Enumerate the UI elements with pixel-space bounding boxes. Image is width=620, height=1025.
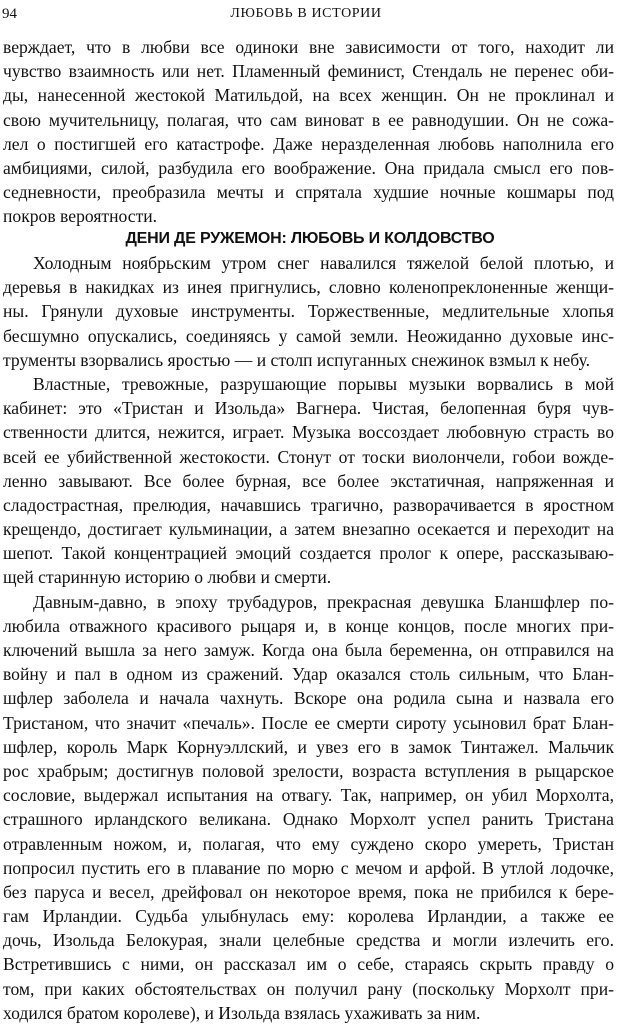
text-line: сладострастная, прелюдия, начавшись трагично, разворачивается в яростном: [3, 494, 614, 515]
section-body: [3, 251, 614, 1025]
text-line: шфлер, король Марк Корнуэллский, и увез его в замок Тинтажел. Мальчик: [3, 736, 614, 757]
text-line: том, при каких обстоятельствах он получил рану (поскольку Морхолт при-: [3, 978, 614, 999]
text-line: дочь, Изольда Белокурая, знали целебные средства и могли излечить его.: [3, 930, 614, 951]
text-line: Давным-давно, в эпоху трубадуров, прекрасная девушка Бланшфлер по-: [33, 591, 614, 612]
running-head: [2, 4, 610, 24]
text-line: верждает, что в любви все одиноки вне зависимости от того, находит ли: [3, 37, 614, 57]
text-line: лел о постигшей его катастрофе. Даже неразделенная любовь наполнила его: [3, 133, 614, 154]
text-line: щей старинную историю о любви и смерти.: [3, 567, 332, 588]
text-line: чувство взаимность или нет. Пламенный феминист, Стендаль не перенес оби-: [3, 61, 614, 82]
continued-paragraph: [3, 35, 614, 229]
text-line: седневности, преобразила мечты и спрятала худшие ночные кошмары под: [3, 182, 614, 203]
text-line: крещендо, достигает кульминации, а затем внезапно осекается и переходит на: [3, 519, 614, 540]
text-line: ды, нанесенной жестокой Матильдой, на всех женщин. Он не проклинал и: [3, 85, 614, 106]
text-line: Холодным ноябрьским утром снег навалился тяжелой белой плотью, и: [33, 253, 614, 273]
text-line: страшного ирландского великана. Однако Морхолт успел ранить Тристана: [3, 809, 614, 830]
text-line: ственности длится, нежится, играет. Музыка воссоздает любовную страсть во: [3, 422, 614, 443]
text-line: ны. Грянули духовые инструменты. Торжественные, медлительные хлопья: [3, 301, 614, 322]
text-line: шепот. Такой концентрацией эмоций создается пролог к опере, рассказываю-: [3, 543, 614, 564]
text-line: шфлер заболела и начала чахнуть. Вскоре она родила сына и назвала его: [3, 688, 614, 709]
text-line: ключений вышла за него замуж. Когда она была беременна, он отправился на: [3, 640, 614, 660]
text-line: Тристаном, что значит «печаль». После ее смерти сироту усыновил брат Блан-: [3, 712, 614, 733]
text-line: свою мучительницу, полагая, что сам виноват в ее равнодушии. Он не сожа-: [3, 109, 614, 130]
text-line: всей ее убийственной жестокости. Стонут от тоски виолончели, гобои вожде-: [3, 446, 614, 467]
running-title: ЛЮБОВЬ В ИСТОРИИ: [230, 6, 382, 21]
text-line: ходился братом королеве), и Изольда взялась ухаживать за ним.: [3, 1002, 481, 1023]
text-line: бесшумно опускались, соединяясь у самой земли. Неожиданно духовые инс-: [3, 325, 614, 346]
text-line: ленно завывают. Все более бурная, все более экстатичная, напряженная и: [3, 470, 614, 491]
text-line: без паруса и весел, дрейфовал он некоторое время, пока не прибился к бере-: [3, 881, 614, 902]
text-line: любила отважного красивого рыцаря и, в конце концов, после многих при-: [3, 615, 614, 636]
text-line: рос храбрым; достигнув половой зрелости, возраста вступления в рыцарское: [3, 760, 614, 781]
text-line: кабинет: это «Тристан и Изольда» Вагнера. Чистая, белопенная буря чув-: [3, 398, 614, 419]
page-number: 94: [2, 6, 17, 22]
text-line: гам Ирландии. Судьба улыбнулась ему: королева Ирландии, а также ее: [3, 906, 614, 927]
section-heading: ДЕНИ ДЕ РУЖЕМОН: ЛЮБОВЬ И КОЛДОВСТВО: [125, 230, 495, 247]
text-line: попросил пустить его в плавание по морю с мечом и арфой. В утлой лодочке,: [3, 857, 614, 878]
text-line: войну и пал в одном из сражений. Удар оказался столь сильным, что Блан-: [3, 664, 614, 685]
text-line: покров вероятности.: [3, 206, 158, 227]
text-line: Властные, тревожные, разрушающие порывы музыки ворвались в мой: [33, 373, 614, 394]
text-line: трументы взорвались яростью — и столп испуганных снежинок взмыл к небу.: [3, 349, 591, 370]
text-line: отравленным ножом, и, полагая, что ему суждено скоро умереть, Тристан: [3, 833, 614, 854]
text-line: деревья в накидках из инея пригнулись, словно коленопреклоненные женщи-: [3, 277, 614, 298]
text-line: амбициями, силой, разбудила его воображение. Она придала смысл его пов-: [3, 157, 614, 178]
text-line: Встретившись с ними, он рассказал им о себе, стараясь скрыть правду о: [3, 954, 614, 975]
text-line: сословие, выдержал испытания на отвагу. Так, например, он убил Морхолта,: [3, 785, 614, 806]
